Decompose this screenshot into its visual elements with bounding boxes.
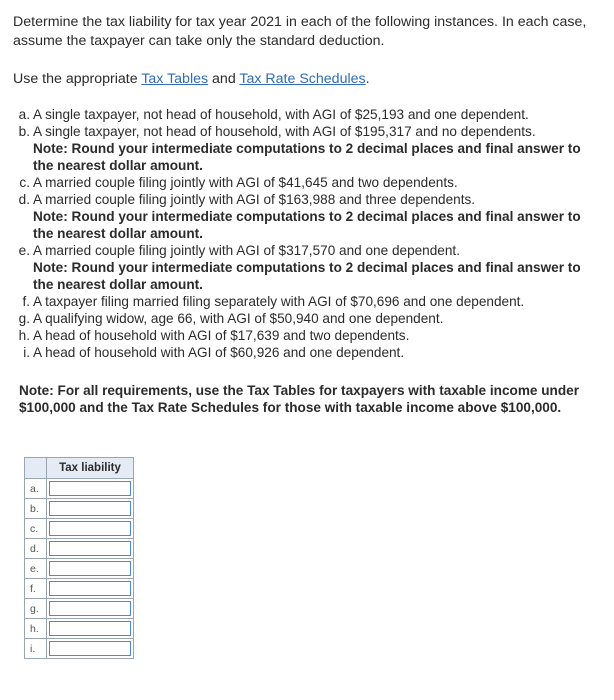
table-row: [25, 559, 134, 579]
table-row: [25, 599, 134, 619]
item-letter: f.: [22, 294, 30, 309]
list-item: [14, 174, 604, 191]
item-text: A single taxpayer, not head of household, with AGI of $25,193 and one dependent.: [33, 107, 529, 122]
list-item: [14, 327, 604, 344]
table-row: [25, 639, 134, 659]
tax-liability-input-a[interactable]: [49, 481, 131, 496]
tax-tables-link[interactable]: Tax Tables: [141, 71, 209, 87]
row-label: b.: [25, 499, 47, 519]
instructions-line: [13, 70, 370, 89]
row-label: i.: [25, 639, 47, 659]
row-label: g.: [25, 599, 47, 619]
item-text: A head of household with AGI of $17,639 and two dependents.: [33, 328, 410, 343]
item-letter: i.: [23, 345, 30, 360]
tax-liability-input-g[interactable]: [49, 601, 131, 616]
tax-liability-input-d[interactable]: [49, 541, 131, 556]
item-letter: e.: [18, 243, 30, 258]
list-item: [14, 242, 604, 293]
table-row: [25, 619, 134, 639]
header-corner: [25, 458, 47, 479]
tax-liability-input-e[interactable]: [49, 561, 131, 576]
general-note: Note: For all requirements, use the Tax Tables for taxpayers with taxable income under $100,000 and the Tax Rate Schedules for those with taxable income above $100,000.: [19, 383, 580, 415]
tax-liability-input-b[interactable]: [49, 501, 131, 516]
rounding-note: Note: Round your intermediate computations to 2 decimal places and final answer to the nearest dollar amount.: [33, 209, 581, 241]
item-text: A taxpayer filing married filing separately with AGI of $70,696 and one dependent.: [33, 294, 525, 309]
item-text: A single taxpayer, not head of household, with AGI of $195,317 and no dependents.: [33, 124, 536, 139]
item-letter: h.: [18, 328, 30, 343]
tax-liability-input-h[interactable]: [49, 621, 131, 636]
problem-intro: Determine the tax liability for tax year 2021 in each of the following instances. In each case, assume the taxpayer can take only the standard deduction.: [13, 14, 587, 49]
item-text: A married couple filing jointly with AGI of $163,988 and three dependents.: [33, 192, 476, 207]
column-header-tax-liability: Tax liability: [47, 458, 134, 479]
item-letter: d.: [18, 192, 30, 207]
table-row: [25, 499, 134, 519]
answer-table: [24, 457, 134, 659]
list-item: [14, 344, 604, 361]
item-text: A head of household with AGI of $60,926 and one dependent.: [33, 345, 405, 360]
instructions-prefix: Use the appropriate: [13, 71, 142, 87]
tax-liability-input-f[interactable]: [49, 581, 131, 596]
list-item: [14, 106, 604, 123]
table-header-row: [25, 458, 134, 479]
item-letter: b.: [18, 124, 30, 139]
list-item: [14, 191, 604, 242]
row-label: e.: [25, 559, 47, 579]
item-letter: c.: [19, 175, 30, 190]
table-row: [25, 539, 134, 559]
row-label: a.: [25, 479, 47, 499]
rounding-note: Note: Round your intermediate computations to 2 decimal places and final answer to the nearest dollar amount.: [33, 260, 581, 292]
instructions-suffix: .: [365, 71, 370, 87]
tax-liability-input-i[interactable]: [49, 641, 131, 656]
item-letter: g.: [18, 311, 30, 326]
row-label: d.: [25, 539, 47, 559]
table-row: [25, 519, 134, 539]
row-label: h.: [25, 619, 47, 639]
list-item: [14, 293, 604, 310]
item-text: A qualifying widow, age 66, with AGI of $50,940 and one dependent.: [33, 311, 444, 326]
list-item: [14, 123, 604, 174]
tax-liability-input-c[interactable]: [49, 521, 131, 536]
table-row: [25, 579, 134, 599]
tax-rate-schedules-link[interactable]: Tax Rate Schedules: [239, 71, 366, 87]
item-letter: a.: [18, 107, 30, 122]
item-text: A married couple filing jointly with AGI of $41,645 and two dependents.: [33, 175, 458, 190]
rounding-note: Note: Round your intermediate computations to 2 decimal places and final answer to the nearest dollar amount.: [33, 141, 581, 173]
requirements-list: [14, 106, 604, 361]
list-item: [14, 310, 604, 327]
item-text: A married couple filing jointly with AGI of $317,570 and one dependent.: [33, 243, 460, 258]
row-label: f.: [25, 579, 47, 599]
row-label: c.: [25, 519, 47, 539]
instructions-middle: and: [208, 71, 240, 87]
table-row: [25, 479, 134, 499]
